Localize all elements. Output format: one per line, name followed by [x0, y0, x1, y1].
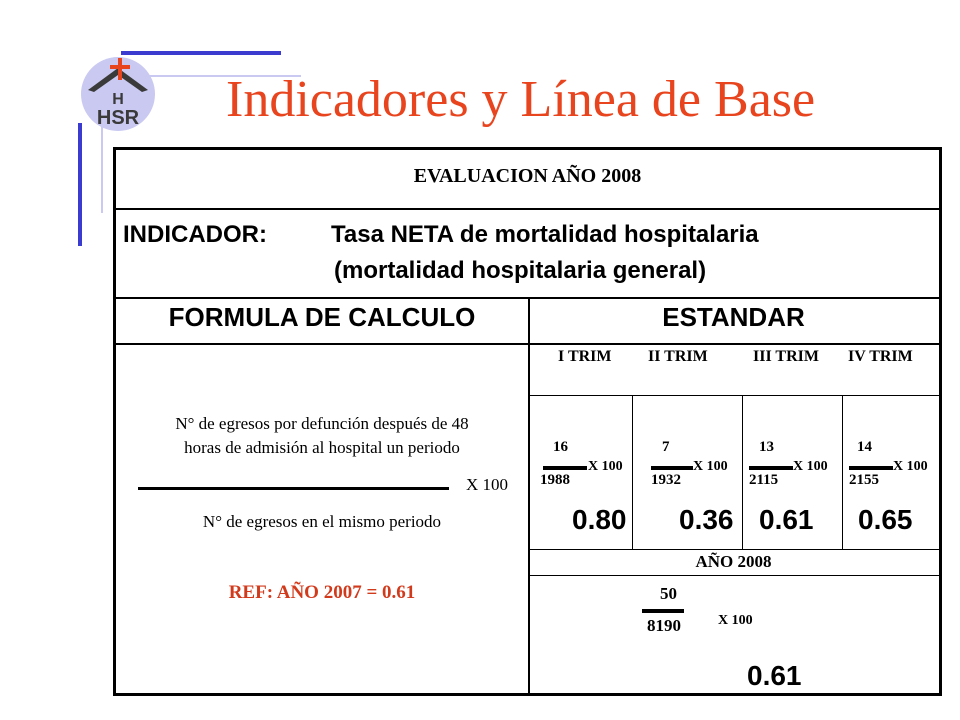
- column-header-standard: ESTANDAR: [662, 302, 805, 332]
- q2-denominator: 1932: [651, 472, 681, 488]
- q4-result: 0.65: [858, 504, 913, 535]
- annual-divider-bottom: [528, 575, 939, 576]
- slide-title: Indicadores y Línea de Base: [226, 71, 816, 128]
- q2-numerator: 7: [662, 439, 670, 455]
- quarter-divider-2: [742, 396, 743, 549]
- q3-fraction-bar: [749, 466, 793, 470]
- annual-multiplier: X 100: [718, 613, 753, 628]
- decor-line-left: [78, 123, 82, 246]
- q2-multiplier: X 100: [693, 459, 728, 474]
- q1-result: 0.80: [572, 504, 627, 535]
- q4-numerator: 14: [857, 439, 872, 455]
- q4-multiplier: X 100: [893, 459, 928, 474]
- evaluation-table: [113, 147, 942, 696]
- hospital-logo: [80, 56, 156, 132]
- formula-reference: REF: AÑO 2007 = 0.61: [228, 582, 416, 603]
- quarter-header-divider: [528, 395, 939, 396]
- q4-fraction-bar: [849, 466, 893, 470]
- annual-divider-top: [528, 549, 939, 550]
- column-header-formula: FORMULA DE CALCULO: [168, 302, 476, 332]
- indicator-line1: Tasa NETA de mortalidad hospitalaria: [331, 221, 759, 248]
- formula-multiplier: X 100: [466, 475, 509, 494]
- annual-label: AÑO 2008: [695, 552, 772, 571]
- row-divider-1: [116, 208, 939, 210]
- indicator-label: INDICADOR:: [123, 221, 267, 248]
- indicator-line2: (mortalidad hospitalaria general): [334, 257, 707, 284]
- q2-result: 0.36: [679, 504, 734, 535]
- q3-denominator: 2115: [749, 472, 779, 488]
- q1-numerator: 16: [553, 439, 568, 455]
- logo-text: HSR: [96, 107, 140, 129]
- decor-line-top: [121, 51, 281, 55]
- formula-numerator-line1: N° de egresos por defunción después de 48: [175, 414, 469, 433]
- quarter-label-2: II TRIM: [648, 348, 708, 365]
- q4-denominator: 2155: [849, 472, 879, 488]
- quarter-label-4: IV TRIM: [848, 348, 913, 365]
- table-header: EVALUACION AÑO 2008: [413, 165, 642, 187]
- formula-denominator: N° de egresos en el mismo periodo: [202, 512, 442, 531]
- annual-fraction-bar: [642, 609, 684, 613]
- formula-fraction-bar: [138, 487, 449, 490]
- q3-numerator: 13: [759, 439, 774, 455]
- annual-numerator: 50: [660, 584, 677, 603]
- quarter-divider-1: [632, 396, 633, 549]
- quarter-label-1: I TRIM: [558, 348, 612, 365]
- q3-multiplier: X 100: [793, 459, 828, 474]
- annual-result: 0.61: [747, 660, 802, 691]
- q1-multiplier: X 100: [588, 459, 623, 474]
- q3-result: 0.61: [759, 504, 814, 535]
- quarter-label-3: III TRIM: [753, 348, 819, 365]
- q1-fraction-bar: [543, 466, 587, 470]
- annual-denominator: 8190: [647, 616, 681, 635]
- quarter-divider-3: [842, 396, 843, 549]
- vertical-divider: [528, 297, 530, 693]
- q2-fraction-bar: [651, 466, 693, 470]
- formula-numerator-line2: horas de admisión al hospital un periodo: [184, 438, 460, 457]
- svg-text:H: H: [112, 91, 124, 108]
- q1-denominator: 1988: [540, 472, 570, 488]
